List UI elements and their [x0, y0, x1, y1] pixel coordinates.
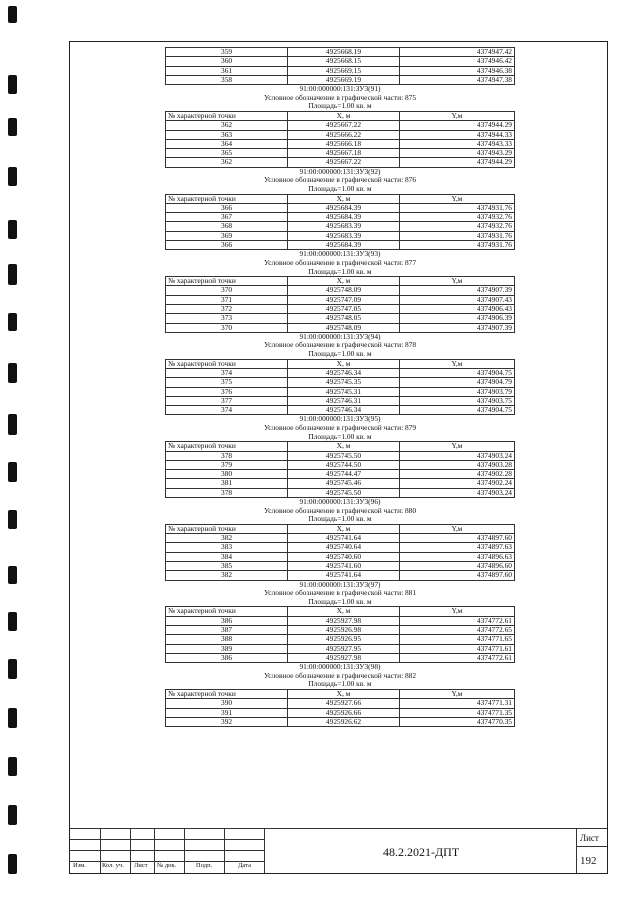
y-coordinate: 4374903.79 [399, 387, 514, 396]
table-row [166, 708, 515, 717]
table-row [166, 699, 515, 708]
x-coordinate: 4925746.31 [288, 396, 400, 405]
y-coordinate: 4374897.60 [399, 534, 514, 543]
table-row [166, 130, 515, 139]
x-coordinate: 4925668.15 [288, 57, 400, 66]
point-number: 366 [166, 241, 288, 250]
parcel-area: Площадь=1.00 кв. м [308, 514, 372, 524]
x-coordinate: 4925926.66 [288, 708, 400, 717]
table-header [166, 689, 515, 698]
header-y: Y,м [399, 442, 514, 451]
point-number: 377 [166, 396, 288, 405]
x-coordinate: 4925748.09 [288, 323, 400, 332]
table-row [166, 534, 515, 543]
header-point-number: № характерной точки [166, 194, 288, 203]
table-row [166, 139, 515, 148]
header-x: X, м [288, 524, 400, 533]
header-x: X, м [288, 442, 400, 451]
x-coordinate: 4925745.50 [288, 451, 400, 460]
header-y: Y,м [399, 524, 514, 533]
y-coordinate: 4374907.39 [399, 286, 514, 295]
point-number: 370 [166, 323, 288, 332]
graphic-designation: Условное обозначение в графической части: 877 [263, 257, 417, 267]
y-coordinate: 4374944.33 [399, 130, 514, 139]
point-number: 386 [166, 653, 288, 662]
table-row [166, 561, 515, 570]
x-coordinate: 4925748.09 [288, 286, 400, 295]
parcel-area: Площадь=1.00 кв. м [308, 101, 372, 111]
y-coordinate: 4374907.39 [399, 323, 514, 332]
parcel-area: Площадь=1.00 кв. м [308, 266, 372, 276]
point-number: 364 [166, 139, 288, 148]
table-row [166, 470, 515, 479]
y-coordinate: 4374772.65 [399, 625, 514, 634]
table-row [166, 323, 515, 332]
table-row [166, 48, 515, 57]
point-number: 373 [166, 314, 288, 323]
y-coordinate: 4374947.42 [399, 48, 514, 57]
title-block [70, 828, 607, 873]
parcel-code: 91:00:000000:131:ЗУ3(98) [299, 662, 381, 672]
point-number: 381 [166, 479, 288, 488]
point-number: 376 [166, 387, 288, 396]
point-number: 372 [166, 304, 288, 313]
point-number: 367 [166, 213, 288, 222]
x-coordinate: 4925747.09 [288, 295, 400, 304]
point-number: 370 [166, 286, 288, 295]
point-number: 390 [166, 699, 288, 708]
header-point-number: № характерной точки [166, 111, 288, 120]
table-header [166, 277, 515, 286]
x-coordinate: 4925746.34 [288, 368, 400, 377]
parcel-area: Площадь=1.00 кв. м [308, 431, 372, 441]
x-coordinate: 4925683.39 [288, 222, 400, 231]
point-number: 374 [166, 368, 288, 377]
point-number: 378 [166, 488, 288, 497]
x-coordinate: 4925926.95 [288, 635, 400, 644]
y-coordinate: 4374903.24 [399, 488, 514, 497]
point-number: 366 [166, 203, 288, 212]
points-table [165, 276, 515, 333]
x-coordinate: 4925746.34 [288, 406, 400, 415]
parcel-area: Площадь=1.00 кв. м [308, 349, 372, 359]
point-number: 358 [166, 75, 288, 84]
parcel-area: Площадь=1.00 кв. м [308, 183, 372, 193]
x-coordinate: 4925745.46 [288, 479, 400, 488]
x-coordinate: 4925745.35 [288, 378, 400, 387]
table-row [166, 222, 515, 231]
header-x: X, м [288, 689, 400, 698]
point-number: 388 [166, 635, 288, 644]
table-row [166, 368, 515, 377]
table-header [166, 194, 515, 203]
x-coordinate: 4925748.05 [288, 314, 400, 323]
points-table [165, 194, 515, 251]
table-row [166, 616, 515, 625]
table-row [166, 644, 515, 653]
point-number: 391 [166, 708, 288, 717]
binder-ring [8, 659, 17, 679]
y-coordinate: 4374943.33 [399, 139, 514, 148]
parcel-code: 91:00:000000:131:ЗУ3(95) [299, 414, 381, 424]
y-coordinate: 4374932.76 [399, 222, 514, 231]
x-coordinate: 4925684.39 [288, 213, 400, 222]
binder-ring [8, 414, 17, 435]
y-coordinate: 4374771.31 [399, 699, 514, 708]
x-coordinate: 4925667.22 [288, 121, 400, 130]
x-coordinate: 4925740.60 [288, 552, 400, 561]
y-coordinate: 4374903.75 [399, 396, 514, 405]
binder-ring [8, 566, 17, 584]
point-number: 384 [166, 552, 288, 561]
y-coordinate: 4374931.76 [399, 241, 514, 250]
binder-ring [8, 805, 17, 825]
table-header [166, 524, 515, 533]
binder-ring [8, 75, 17, 94]
x-coordinate: 4925684.39 [288, 241, 400, 250]
binder-ring [8, 612, 17, 631]
table-row [166, 571, 515, 580]
table-row [166, 66, 515, 75]
y-coordinate: 4374906.39 [399, 314, 514, 323]
point-number: 383 [166, 543, 288, 552]
table-row [166, 451, 515, 460]
header-y: Y,м [399, 607, 514, 616]
coordinates-tables [165, 47, 515, 727]
table-row [166, 543, 515, 552]
table-row [166, 121, 515, 130]
y-coordinate: 4374904.79 [399, 378, 514, 387]
header-point-number: № характерной точки [166, 277, 288, 286]
document-code: 48.2.2021-ДПТ [383, 845, 460, 859]
table-row [166, 479, 515, 488]
header-x: X, м [288, 111, 400, 120]
parcel-code: 91:00:000000:131:ЗУ3(94) [299, 331, 381, 341]
graphic-designation: Условное обозначение в графической части: 880 [263, 505, 417, 515]
x-coordinate: 4925745.50 [288, 488, 400, 497]
table-row [166, 213, 515, 222]
y-coordinate: 4374771.35 [399, 708, 514, 717]
y-coordinate: 4374902.28 [399, 470, 514, 479]
y-coordinate: 4374943.29 [399, 149, 514, 158]
parcel-area: Площадь=1.00 кв. м [308, 596, 372, 606]
header-y: Y,м [399, 359, 514, 368]
point-number: 368 [166, 222, 288, 231]
binder-ring [8, 757, 17, 776]
x-coordinate: 4925747.05 [288, 304, 400, 313]
point-number: 374 [166, 406, 288, 415]
point-number: 365 [166, 149, 288, 158]
point-number: 379 [166, 460, 288, 469]
x-coordinate: 4925740.64 [288, 543, 400, 552]
x-coordinate: 4925741.60 [288, 561, 400, 570]
x-coordinate: 4925927.66 [288, 699, 400, 708]
point-number: 369 [166, 231, 288, 240]
x-coordinate: 4925927.95 [288, 644, 400, 653]
x-coordinate: 4925745.31 [288, 387, 400, 396]
y-coordinate: 4374896.63 [399, 552, 514, 561]
y-coordinate: 4374896.60 [399, 561, 514, 570]
y-coordinate: 4374944.29 [399, 158, 514, 167]
x-coordinate: 4925926.98 [288, 625, 400, 634]
y-coordinate: 4374770.35 [399, 717, 514, 726]
x-coordinate: 4925744.47 [288, 470, 400, 479]
table-row [166, 552, 515, 561]
binder-ring [8, 462, 17, 482]
x-coordinate: 4925741.64 [288, 534, 400, 543]
table-header [166, 442, 515, 451]
graphic-designation: Условное обозначение в графической части: 882 [263, 670, 417, 680]
parcel-code: 91:00:000000:131:ЗУ3(97) [299, 579, 381, 589]
parcel-code: 91:00:000000:131:ЗУ3(92) [299, 166, 381, 176]
binder-ring [8, 510, 17, 529]
x-coordinate: 4925927.98 [288, 616, 400, 625]
x-coordinate: 4925668.19 [288, 48, 400, 57]
point-number: 375 [166, 378, 288, 387]
points-table [165, 606, 515, 663]
table-row [166, 295, 515, 304]
table-row [166, 635, 515, 644]
table-row [166, 149, 515, 158]
table-row [166, 460, 515, 469]
header-point-number: № характерной точки [166, 689, 288, 698]
stamp-data: Дата [238, 862, 251, 869]
table-row [166, 203, 515, 212]
point-number: 378 [166, 451, 288, 460]
point-number: 359 [166, 48, 288, 57]
point-number: 382 [166, 534, 288, 543]
binder-ring [8, 118, 17, 136]
header-y: Y,м [399, 277, 514, 286]
header-point-number: № характерной точки [166, 442, 288, 451]
parcel-code: 91:00:000000:131:ЗУ3(96) [299, 497, 381, 506]
binder-ring [8, 854, 17, 874]
y-coordinate: 4374932.76 [399, 213, 514, 222]
table-row [166, 57, 515, 66]
x-coordinate: 4925744.50 [288, 460, 400, 469]
x-coordinate: 4925666.22 [288, 130, 400, 139]
y-coordinate: 4374944.29 [399, 121, 514, 130]
header-point-number: № характерной точки [166, 607, 288, 616]
points-table [165, 111, 515, 168]
table-header [166, 359, 515, 368]
x-coordinate: 4925667.22 [288, 158, 400, 167]
y-coordinate: 4374904.75 [399, 406, 514, 415]
table-row [166, 396, 515, 405]
binder-ring [8, 363, 17, 383]
graphic-designation: Условное обозначение в графической части: 875 [263, 92, 417, 102]
binder-ring [8, 6, 17, 23]
header-x: X, м [288, 359, 400, 368]
y-coordinate: 4374947.38 [399, 75, 514, 84]
header-y: Y,м [399, 111, 514, 120]
y-coordinate: 4374931.76 [399, 231, 514, 240]
table-row [166, 286, 515, 295]
table-row [166, 717, 515, 726]
table-row [166, 387, 515, 396]
stamp-izm: Изм. [73, 862, 86, 869]
parcel-code: 91:00:000000:131:ЗУ3(91) [299, 84, 381, 94]
y-coordinate: 4374903.24 [399, 451, 514, 460]
graphic-designation: Условное обозначение в графической части: 876 [263, 175, 417, 185]
table-row [166, 158, 515, 167]
points-table [165, 359, 515, 416]
graphic-designation: Условное обозначение в графической части: 881 [263, 588, 417, 598]
sheet-label: Лист [580, 833, 599, 843]
y-coordinate: 4374904.75 [399, 368, 514, 377]
x-coordinate: 4925669.19 [288, 75, 400, 84]
y-coordinate: 4374772.61 [399, 653, 514, 662]
x-coordinate: 4925741.64 [288, 571, 400, 580]
binder-ring [8, 220, 17, 239]
y-coordinate: 4374931.76 [399, 203, 514, 212]
header-x: X, м [288, 277, 400, 286]
table-header [166, 111, 515, 120]
table-row [166, 314, 515, 323]
y-coordinate: 4374946.38 [399, 66, 514, 75]
sheet-number: 192 [580, 855, 597, 867]
table-row [166, 304, 515, 313]
table-row [166, 231, 515, 240]
point-number: 362 [166, 121, 288, 130]
y-coordinate: 4374903.28 [399, 460, 514, 469]
point-number: 371 [166, 295, 288, 304]
y-coordinate: 4374771.65 [399, 635, 514, 644]
point-number: 389 [166, 644, 288, 653]
x-coordinate: 4925927.98 [288, 653, 400, 662]
point-number: 392 [166, 717, 288, 726]
table-row [166, 378, 515, 387]
binder-ring [8, 313, 17, 331]
point-number: 380 [166, 470, 288, 479]
stamp-ndok: № док. [157, 862, 177, 869]
header-x: X, м [288, 194, 400, 203]
parcel-area: Площадь=1.00 кв. м [308, 679, 372, 689]
x-coordinate: 4925666.18 [288, 139, 400, 148]
graphic-designation: Условное обозначение в графической части: 879 [263, 423, 417, 433]
header-point-number: № характерной точки [166, 524, 288, 533]
y-coordinate: 4374946.42 [399, 57, 514, 66]
y-coordinate: 4374906.43 [399, 304, 514, 313]
parcel-code: 91:00:000000:131:ЗУ3(93) [299, 249, 381, 259]
header-x: X, м [288, 607, 400, 616]
point-number: 362 [166, 158, 288, 167]
points-table [165, 441, 515, 498]
y-coordinate: 4374771.61 [399, 644, 514, 653]
point-number: 382 [166, 571, 288, 580]
graphic-designation: Условное обозначение в графической части: 878 [263, 340, 417, 350]
points-table [165, 689, 515, 727]
y-coordinate: 4374897.60 [399, 571, 514, 580]
binder-ring [8, 264, 17, 285]
table-header [166, 607, 515, 616]
point-number: 361 [166, 66, 288, 75]
x-coordinate: 4925684.39 [288, 203, 400, 212]
stamp-kol: Кол. уч. [102, 862, 124, 869]
point-number: 360 [166, 57, 288, 66]
x-coordinate: 4925683.39 [288, 231, 400, 240]
header-y: Y,м [399, 689, 514, 698]
point-number: 386 [166, 616, 288, 625]
x-coordinate: 4925926.62 [288, 717, 400, 726]
binder-ring [8, 708, 17, 728]
stamp-podp: Подп. [196, 862, 213, 869]
table-row [166, 625, 515, 634]
x-coordinate: 4925669.15 [288, 66, 400, 75]
stamp-list: Лист [134, 862, 148, 869]
y-coordinate: 4374907.43 [399, 295, 514, 304]
points-table [165, 47, 515, 85]
point-number: 385 [166, 561, 288, 570]
x-coordinate: 4925667.18 [288, 149, 400, 158]
points-table [165, 524, 515, 581]
point-number: 387 [166, 625, 288, 634]
y-coordinate: 4374897.63 [399, 543, 514, 552]
header-point-number: № характерной точки [166, 359, 288, 368]
binder-ring [8, 167, 17, 186]
y-coordinate: 4374902.24 [399, 479, 514, 488]
point-number: 363 [166, 130, 288, 139]
y-coordinate: 4374772.61 [399, 616, 514, 625]
header-y: Y,м [399, 194, 514, 203]
